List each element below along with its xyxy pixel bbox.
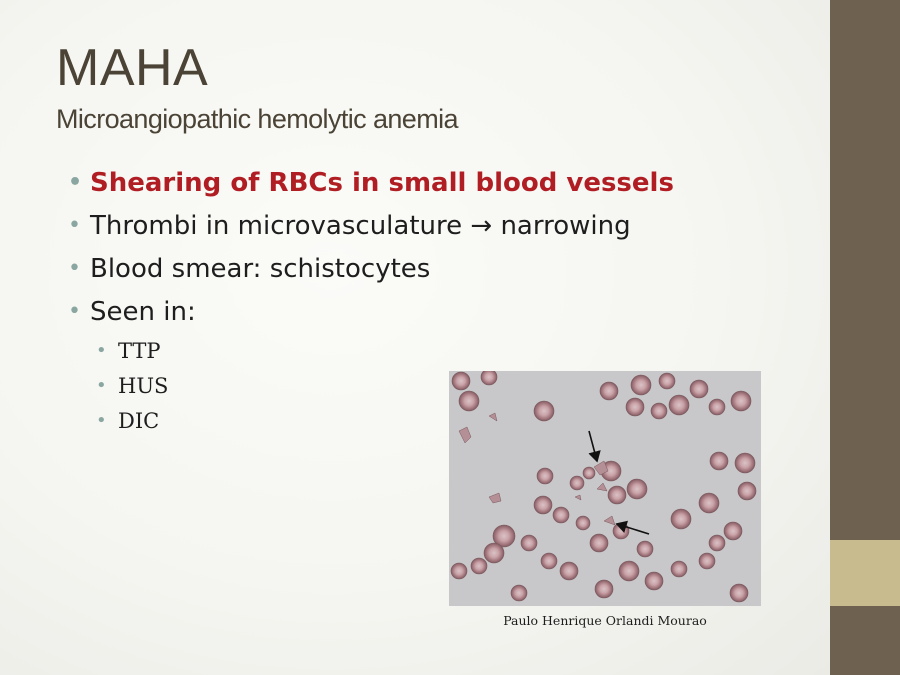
bullet-item [68,295,674,338]
bullet-item [68,209,674,252]
sub-bullet-item [96,336,168,371]
bullet-dot-icon: • [68,213,81,238]
blood-smear-image [449,371,761,606]
sub-bullet-text: HUS [118,374,169,398]
sub-bullet-item [96,371,168,406]
sub-bullet-text: DIC [118,409,160,433]
decorative-sidebar [830,0,900,675]
slide-title: MAHA [56,39,209,97]
bullet-list [68,166,674,338]
image-caption: Paulo Henrique Orlandi Mourao [503,613,707,628]
slide-subtitle: Microangiopathic hemolytic anemia [56,104,458,134]
sub-bullet-list [96,336,168,441]
bullet-item [68,252,674,295]
bullet-item [68,166,674,209]
bullet-dot-icon: • [68,299,81,324]
bullet-dot-icon: • [68,256,81,281]
sidebar-accent-band [830,540,900,606]
bullet-text: Thrombi in microvasculature → narrowing [90,211,631,241]
bullet-text: Blood smear: schistocytes [90,254,431,284]
bullet-dot-icon: • [96,410,107,431]
sub-bullet-text: TTP [118,339,161,363]
bullet-dot-icon: • [96,340,107,361]
bullet-dot-icon: • [96,375,107,396]
bullet-text: Shearing of RBCs in small blood vessels [90,168,674,198]
sub-bullet-item [96,406,168,441]
bullet-dot-icon: • [68,170,83,195]
bullet-text: Seen in: [90,297,196,327]
blood-smear-micrograph-icon [449,371,761,606]
